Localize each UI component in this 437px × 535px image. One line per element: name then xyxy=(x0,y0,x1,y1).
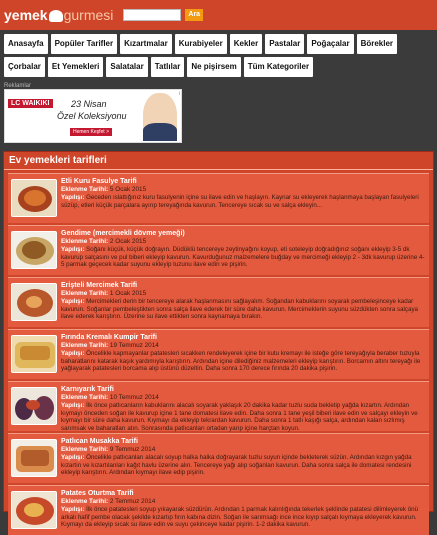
text-label: Yapılışı: xyxy=(61,402,85,409)
recipe-item[interactable] xyxy=(8,329,429,379)
nav-item-pastalar[interactable]: Pastalar xyxy=(265,34,304,54)
text-label: Yapılışı: xyxy=(61,350,85,357)
nav-item-populer-tarifler[interactable]: Popüler Tarifler xyxy=(51,34,118,54)
text-label: Yapılışı: xyxy=(61,246,85,253)
recipe-description: İlk önce patatesleri soyup yıkayarak süzdürün. Ardından 1 parmak kalınlığında tekerlek şeklinde patatesi dilimleyerek önü arkalı hafif pembe olacak şekilde kızartıp fırın kabına dizin. Soğan ile sarımsağı ince ince kıyıp salçalı kıymaya ekleyerek kavurun. Kıymayı da ekleyip sıcak su ilave edin ve suyu çekinceye kadar pişirin. 1-2 dakika kavurun. xyxy=(61,506,419,529)
text-label: Yapılışı: xyxy=(61,194,85,201)
nav-item-tum-kategoriler[interactable]: Tüm Kategoriler xyxy=(244,57,313,77)
ad-image xyxy=(143,93,177,141)
recipe-title[interactable]: Gendime (mercimekli dövme yemeği) xyxy=(61,230,185,237)
nav-item-tatlilar[interactable]: Tatlılar xyxy=(151,57,185,77)
recipe-thumbnail[interactable] xyxy=(11,439,57,477)
recipe-thumbnail[interactable] xyxy=(11,231,57,269)
ad-brand-logo: LC WAIKIKI xyxy=(8,99,53,108)
recipe-item[interactable] xyxy=(8,277,429,327)
nav-item-corbalar[interactable]: Çorbalar xyxy=(4,57,45,77)
ad-headline-1: 23 Nisan xyxy=(71,99,107,109)
ad-headline-2: Özel Koleksiyonu xyxy=(57,111,127,121)
nav-item-kurabiyeler[interactable]: Kurabiyeler xyxy=(175,34,227,54)
search-button[interactable]: Ara xyxy=(185,9,203,21)
recipe-item[interactable] xyxy=(8,225,429,275)
recipe-description: İlk önce patlıcanların kabuklarını alacalı soyarak yaklaşık 20 dakika kadar tuzlu suda bekletip yağda kızartın. Ardından kıymayı önceden soğan ile kavurup içine 1 tane domatesi ilave edin. Daha sonra 1 tane yeşil biberi ilave edin ve salçayı ekleyin ve kıymayı bir süre daha kavurun. Kıymayı da ekleyip tekrardan kavurun. Daha sonra 1 tatlı kaşığı salça, ardından kalan sızlımış sarımsak ve baharatları atın. Sonrasında patlıcanları ortadan yarıp içine harçtan koyun. xyxy=(61,402,418,432)
category-nav xyxy=(0,30,437,79)
ad-cta-button[interactable]: Hemen Keşfet > xyxy=(70,128,112,136)
recipe-description: Öncelikle patlıcanları alacalı soyup halka halka doğrayarak tuzlu suyun içinde bekleterek süzün. Ardından kızgın yağda kızartın ve kızartılanları kağıt havlu üzerine alın. Tencereye yağı alıp soğanları kavurun. Daha sonra salça ile domatesi rendesini ekleyip karıştırın. Ardından kıymayı ilave edip pişirin. xyxy=(61,454,412,477)
recipe-list-panel xyxy=(3,151,434,529)
recipe-item[interactable] xyxy=(8,433,429,483)
date-label: Eklenme Tarihi: xyxy=(61,290,109,297)
recipe-thumbnail[interactable] xyxy=(11,335,57,373)
search-input[interactable] xyxy=(123,9,181,21)
recipe-description: Öncelikle kapmayanlar patatesleri sıcakken rendeleyerek içine bir kutu kremayı ile isteğe göre tereyağıyla beraber tuzuyla baharatlarını katarak kaşık yardımıyla karıştırın. Ardından içine dilediğiniz malzemeleri ekleyip karıştırın. Borcamın altını tereyağı ile yağlayarak patatesleri borcama alıp üstünü düzeltin. Daha sonra 170 derece fırında 20 dakika pişirin. xyxy=(61,350,421,373)
recipe-title[interactable]: Karnıyarık Tarifi xyxy=(61,386,114,393)
text-label: Yapılışı: xyxy=(61,298,85,305)
recipe-list-title: Ev yemekleri tarifleri xyxy=(4,152,433,170)
recipe-description: Soğanı küçük, küçük doğrayın. Düdüklü tencereye zeytinyağını koyup, eti soteleyip doğradığınız soğanı ekleyip 3-5 dk kavurup salçasını ve pul biberi ekleyip kavurun. Kavurduğunuz malzemelere buğday ve mercimeği ekleyip 2 - 3dk kavurup üzerine 4-5 parmak geçecek kadar suyunu ekleyip tuzunu ilave edin ve pişirin. xyxy=(61,246,425,269)
text-label: Yapılışı: xyxy=(61,506,85,513)
date-label: Eklenme Tarihi: xyxy=(61,498,109,505)
text-label: Yapılışı: xyxy=(61,454,85,461)
date-label: Eklenme Tarihi: xyxy=(61,186,109,193)
ad-label: Reklamlar xyxy=(4,83,32,89)
recipe-description: Geceden ıslattığınız kuru fasulyenin içine su ilave edin ve haşlayın. Kaynar su ekleyerek haşlanmaya başlayan fasulyeleri süzüp, etleri küçük parçalara ayırıp tereyağında kavurun. Tencereye sıcak su ve salça ekleyin... xyxy=(61,194,419,209)
recipe-thumbnail[interactable] xyxy=(11,387,57,425)
recipe-date: 2 Temmuz 2014 xyxy=(109,498,156,505)
recipe-date: 1 Ocak 2015 xyxy=(109,290,147,297)
recipe-thumbnail[interactable] xyxy=(11,491,57,529)
recipe-title[interactable]: Erişteli Mercimek Tarifi xyxy=(61,282,138,289)
recipe-date: 5 Ocak 2015 xyxy=(109,186,147,193)
site-logo[interactable] xyxy=(4,7,113,23)
nav-item-pogacalar[interactable]: Poğaçalar xyxy=(307,34,353,54)
nav-item-kizartmalar[interactable]: Kızartmalar xyxy=(120,34,172,54)
recipe-date: 9 Temmuz 2014 xyxy=(109,446,156,453)
date-label: Eklenme Tarihi: xyxy=(61,394,109,401)
logo-text-part2: gurmesi xyxy=(63,7,114,23)
recipe-description: Mercimekleri derin bir tencereye alarak haşlanmasını sağlayalım. Soğandan kabuklarını soyarak pembeleşinceye kadar kavurun. Soğanlar pembeleştikten sonra salça ilave ederek bir süre daha kavurun. Mercimeklerin suyunu süzdükten sonra salçaya ilave ederek karıştırın. Üzerine su ilave ettikten sonra kaynamaya bırakın. xyxy=(61,298,419,321)
ad-banner[interactable] xyxy=(4,89,182,143)
recipe-list xyxy=(4,170,433,535)
recipe-title[interactable]: Patlıcan Musakka Tarifi xyxy=(61,438,138,445)
recipe-date: 19 Temmuz 2014 xyxy=(109,342,159,349)
recipe-title[interactable]: Patates Oturtma Tarifi xyxy=(61,490,134,497)
nav-item-anasayfa[interactable]: Anasayfa xyxy=(4,34,48,54)
nav-item-borekler[interactable]: Börekler xyxy=(357,34,397,54)
recipe-item[interactable] xyxy=(8,485,429,535)
recipe-thumbnail[interactable] xyxy=(11,283,57,321)
recipe-title[interactable]: Fırında Kremalı Kumpir Tarifi xyxy=(61,334,157,341)
chef-hat-icon xyxy=(49,10,63,22)
recipe-thumbnail[interactable] xyxy=(11,179,57,217)
recipe-title[interactable]: Etli Kuru Fasulye Tarifi xyxy=(61,178,137,185)
header xyxy=(0,0,437,30)
recipe-date: 2 Ocak 2015 xyxy=(109,238,147,245)
nav-item-ne-pisirsem[interactable]: Ne pişirsem xyxy=(187,57,240,77)
date-label: Eklenme Tarihi: xyxy=(61,446,109,453)
nav-item-kekler[interactable]: Kekler xyxy=(230,34,262,54)
ad-info-icon[interactable]: i xyxy=(178,91,180,97)
nav-item-et-yemekleri[interactable]: Et Yemekleri xyxy=(48,57,103,77)
nav-item-salatalar[interactable]: Salatalar xyxy=(106,57,147,77)
date-label: Eklenme Tarihi: xyxy=(61,238,109,245)
recipe-item[interactable] xyxy=(8,173,429,223)
date-label: Eklenme Tarihi: xyxy=(61,342,109,349)
recipe-item[interactable] xyxy=(8,381,429,431)
recipe-date: 10 Temmuz 2014 xyxy=(109,394,159,401)
logo-text-part1: yemek xyxy=(4,7,48,23)
